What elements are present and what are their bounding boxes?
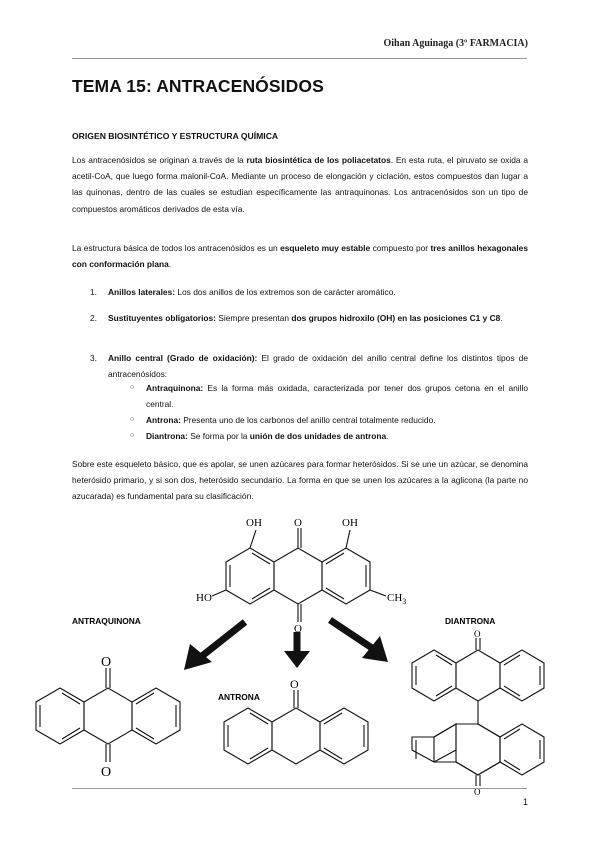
sublist-item-antraquinona: Antraquinona: Es la forma más oxidada, caracterizada por tener dos grupos cetona en el anillo central.: [146, 383, 528, 410]
emodin-structure: [212, 528, 386, 622]
bullet-icon: ○: [130, 384, 135, 391]
sublist-item-antrona: Antrona: Presenta uno de los carbonos del anillo central totalmente reducido.: [146, 415, 436, 425]
list-item-anillos-laterales: Anillos laterales: Los dos anillos de los extremos son de carácter aromático.: [108, 287, 396, 297]
diantrona-structure: [412, 638, 544, 786]
chemical-structures-figure: [0, 508, 600, 797]
diantrona-o-bottom: O: [474, 787, 481, 797]
o-bottom-label: O: [294, 623, 302, 635]
o-top-label: O: [294, 517, 302, 529]
bullet-icon: ○: [130, 416, 135, 423]
arrow-left: [184, 622, 245, 670]
paragraph-structure: La estructura básica de todos los antracenósidos es un esqueleto muy estable compuesto por tres anillos hexagonales con conformación plana.: [72, 243, 528, 270]
paragraph-origin: Los antracenósidos se originan a través de la ruta biosintética de los poliacetatos. En esta ruta, el piruvato se oxida a acetil-CoA, que luego forma malonil-CoA. Mediante un proceso de elongación y ciclación, estos compuestos dan lugar a las quinonas, dentro de las cuales se estudian específicamente las antraquinonas. Los antracenósidos son un tipo de compuestos aromáticos derivados de esta vía.: [72, 155, 528, 214]
section-title: ORIGEN BIOSINTÉTICO Y ESTRUCTURA QUÍMICA: [72, 131, 279, 141]
list-number: 3.: [90, 353, 97, 363]
antraquinona-o-top: O: [101, 655, 112, 670]
footer-rule: [72, 788, 527, 789]
header-author: Oihan Aguinaga (3º FARMACIA): [383, 38, 528, 49]
label-diantrona: DIANTRONA: [445, 616, 496, 626]
list-number: 1.: [90, 287, 97, 297]
paragraph-heterosides: Sobre este esqueleto básico, que es apolar, se unen azúcares para formar heterósidos. Si se une un azúcar, se denomina heterósido primario, y si son dos, heterósido secundario. La forma en que se unen los azúcares a la aglicona (la parte no azucarada) es fundamental para su clasificación.: [72, 459, 528, 502]
diantrona-o-top: O: [474, 629, 481, 639]
oh-right-label: OH: [342, 517, 358, 529]
list-item-sustituyentes: Sustituyentes obligatorios: Siempre presentan dos grupos hidroxilo (OH) en las posiciones C1 y C8.: [108, 313, 503, 323]
page-number: 1: [522, 797, 528, 807]
list-item-anillo-central: Anillo central (Grado de oxidación): El grado de oxidación del anillo central define los distintos tipos de antracenósidos:: [108, 353, 528, 380]
label-antraquinona: ANTRAQUINONA: [72, 616, 141, 626]
ch3-label: $CH_3$: [387, 592, 407, 606]
arrow-right: [330, 620, 388, 662]
header-rule: [72, 58, 527, 59]
antrona-o-top: O: [290, 677, 299, 691]
antraquinona-o-bottom: O: [101, 765, 112, 780]
sublist-item-diantrona: Diantrona: Se forma por la unión de dos unidades de antrona.: [146, 431, 389, 441]
oh-left-label: OH: [246, 517, 262, 529]
label-antrona: ANTRONA: [218, 692, 260, 702]
arrow-center: [284, 632, 310, 668]
bullet-icon: ○: [130, 432, 135, 439]
ho-label: HO: [196, 592, 212, 604]
page-title: TEMA 15: ANTRACENÓSIDOS: [72, 76, 324, 96]
list-number: 2.: [90, 313, 97, 323]
antraquinona-structure: [36, 668, 180, 762]
